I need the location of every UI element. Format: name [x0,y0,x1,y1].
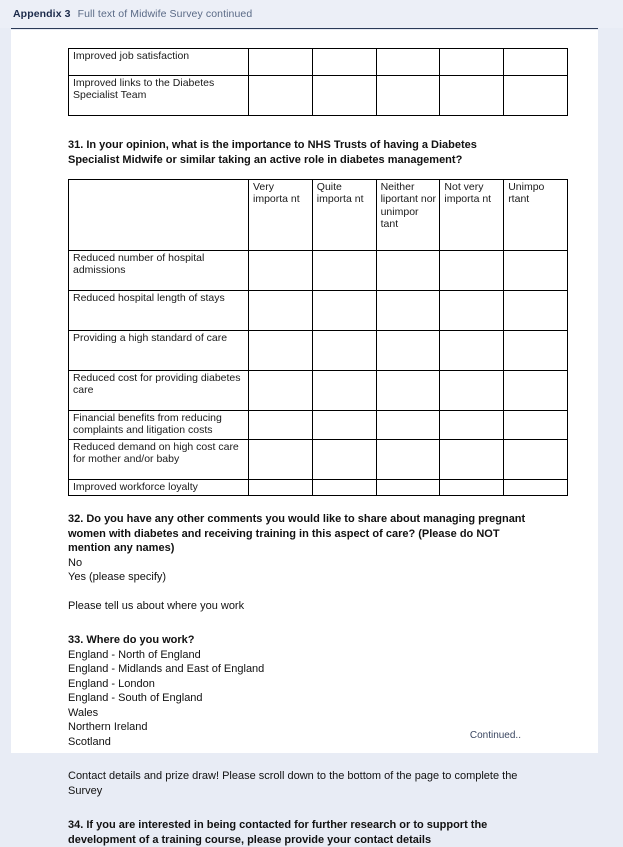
response-cell[interactable] [312,291,376,331]
table-row [69,331,568,371]
row-label: Providing a high standard of care [69,331,249,371]
table-row [69,291,568,331]
appendix-title: Full text of Midwife Survey continued [77,8,253,20]
table-row [69,371,568,411]
page-card [11,30,598,846]
response-cell[interactable] [312,479,376,495]
column-header-not-very-important: Not very importa nt [440,180,504,251]
row-label: Improved job satisfaction [69,49,249,76]
column-header-quite-important: Quite importa nt [312,180,376,251]
table-row [69,49,568,76]
column-header-unimportant: Unimpo rtant [504,180,568,251]
question-32-option-no[interactable]: No [68,556,83,569]
response-cell[interactable] [376,371,440,411]
row-label: Improved workforce loyalty [69,479,249,495]
table-row [69,411,568,440]
row-label: Reduced demand on high cost care for mother and/or baby [69,439,249,479]
response-cell[interactable] [440,291,504,331]
response-cell[interactable] [249,251,313,291]
response-cell[interactable] [249,411,313,440]
response-cell[interactable] [249,76,313,116]
where-you-work-intro: Please tell us about where you work [68,599,245,612]
response-cell[interactable] [440,76,504,116]
response-cell[interactable] [440,371,504,411]
row-label: Reduced hospital length of stays [69,291,249,331]
question-33-option-south-england[interactable]: England - South of England [68,692,203,705]
response-cell[interactable] [376,439,440,479]
response-cell[interactable] [504,251,568,291]
column-header-neither: Neither liportant nor unimpor tant [376,180,440,251]
question-31-text: 31. In your opinion, what is the importance to NHS Trusts of having a Diabetes Specialist Midwife or similar taking an active role in diabetes management? [68,139,477,166]
response-cell[interactable] [504,479,568,495]
response-cell[interactable] [440,439,504,479]
response-cell[interactable] [440,251,504,291]
contact-details-note: Contact details and prize draw! Please scroll down to the bottom of the page to complete the Survey [68,770,518,797]
response-cell[interactable] [312,251,376,291]
response-cell[interactable] [376,291,440,331]
header-blank-cell [69,180,249,251]
response-cell[interactable] [440,49,504,76]
header-divider [11,28,598,29]
response-cell[interactable] [312,331,376,371]
response-cell[interactable] [249,479,313,495]
response-cell[interactable] [504,331,568,371]
response-cell[interactable] [504,49,568,76]
response-cell[interactable] [376,251,440,291]
response-cell[interactable] [504,76,568,116]
table-header-row [69,180,568,251]
table-row [69,251,568,291]
response-cell[interactable] [312,49,376,76]
response-cell[interactable] [504,371,568,411]
response-cell[interactable] [312,76,376,116]
response-cell[interactable] [249,291,313,331]
row-label: Reduced cost for providing diabetes care [69,371,249,411]
question-33-option-wales[interactable]: Wales [68,706,99,719]
question-33-option-north-england[interactable]: England - North of England [68,648,201,661]
question-32-option-yes[interactable]: Yes (please specify) [68,571,167,584]
table-row [69,439,568,479]
response-cell[interactable] [504,291,568,331]
response-cell[interactable] [376,479,440,495]
question-33-text: 33. Where do you work? [68,634,195,647]
continued-label: Continued.. [469,730,521,741]
response-cell[interactable] [440,411,504,440]
column-header-very-important: Very importa nt [249,180,313,251]
response-cell[interactable] [376,331,440,371]
response-cell[interactable] [440,479,504,495]
row-label: Financial benefits from reducing complaints and litigation costs [69,411,249,440]
response-cell[interactable] [504,411,568,440]
response-cell[interactable] [249,439,313,479]
response-cell[interactable] [376,49,440,76]
response-cell[interactable] [249,49,313,76]
response-cell[interactable] [312,411,376,440]
continued-benefits-table [68,48,568,116]
question-34-text: 34. If you are interested in being contacted for further research or to support the development of a training course, please provide your contact details [68,819,488,846]
response-cell[interactable] [249,371,313,411]
page-content [68,48,545,847]
response-cell[interactable] [440,331,504,371]
response-cell[interactable] [249,331,313,371]
question-33-option-scotland[interactable]: Scotland [68,735,111,748]
response-cell[interactable] [504,439,568,479]
response-cell[interactable] [312,371,376,411]
appendix-number: Appendix 3 [13,8,71,20]
question-33-option-midlands-east[interactable]: England - Midlands and East of England [68,663,265,676]
question-33-option-london[interactable]: England - London [68,677,155,690]
response-cell[interactable] [376,76,440,116]
response-cell[interactable] [312,439,376,479]
response-cell[interactable] [376,411,440,440]
row-label: Reduced number of hospital admissions [69,251,249,291]
table-row [69,76,568,116]
question-31-table [68,179,568,496]
question-33-option-northern-ireland[interactable]: Northern Ireland [68,721,148,734]
row-label: Improved links to the Diabetes Specialist Team [69,76,249,116]
appendix-header-bar [0,0,623,28]
table-row [69,479,568,495]
question-32-text: 32. Do you have any other comments you would like to share about managing pregnant women with diabetes and receiving training in this aspect of care? (Please do NOT mention any names) [68,513,526,555]
